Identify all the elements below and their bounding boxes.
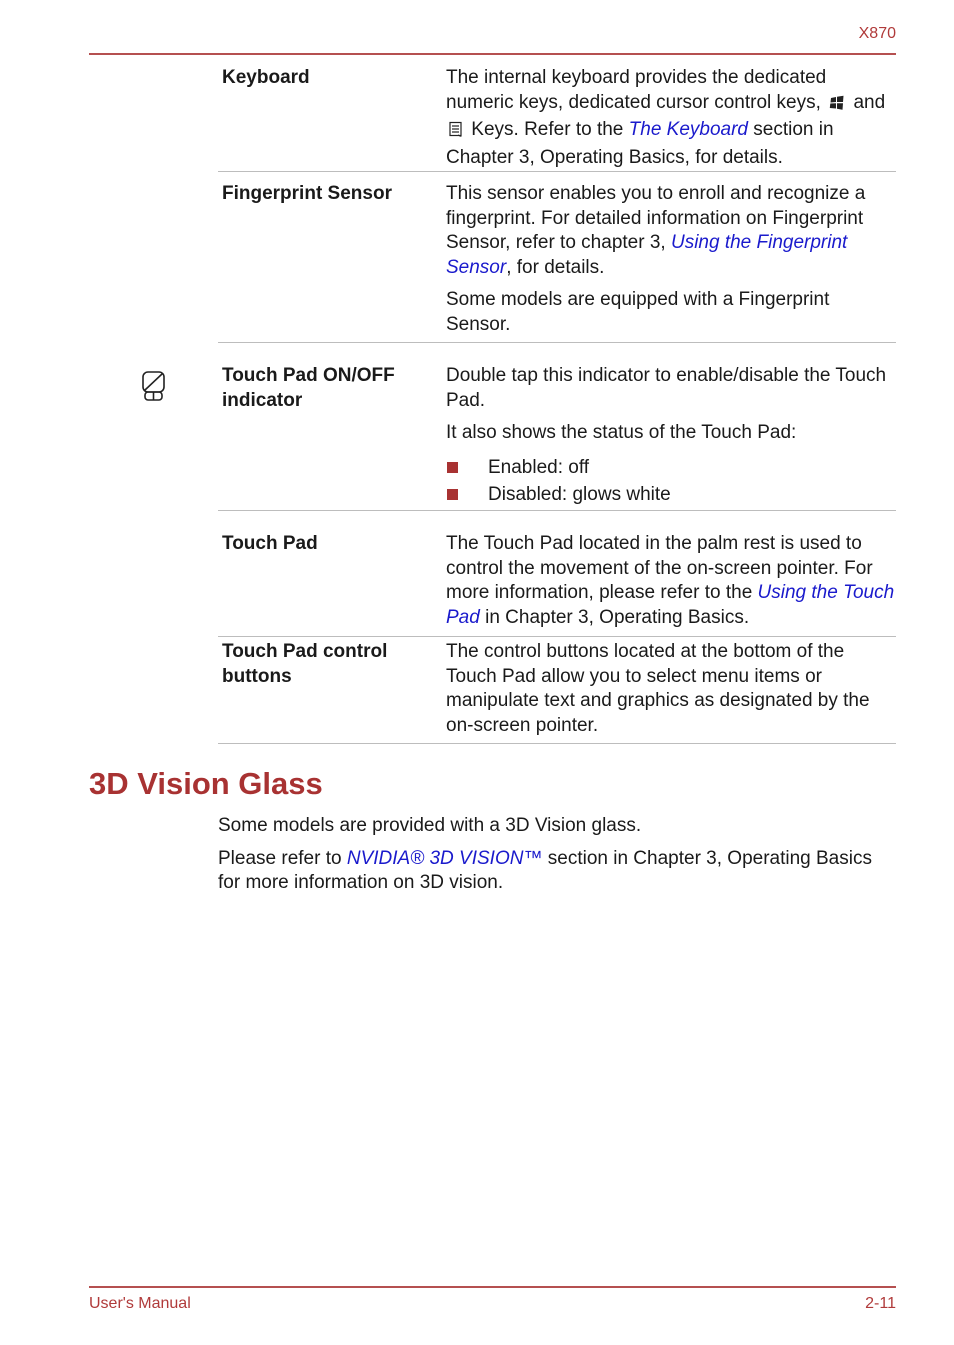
desc-fingerprint-sensor: This sensor enables you to enroll and recognize a fingerprint. For detailed information on Fingerprint Sensor, refer to chapter 3, Using the Fingerprint Sensor, for details. Some models are equipped with a Fingerprint Sensor. bbox=[446, 182, 896, 337]
touchpad-indicator-p2: It also shows the status of the Touch Pad: bbox=[446, 422, 797, 443]
link-nvidia-3d-vision[interactable]: NVIDIA® 3D VISION™ bbox=[346, 847, 543, 869]
status-list bbox=[446, 454, 896, 508]
touchpad-indicator-icon bbox=[140, 370, 168, 407]
list-item: Enabled: off bbox=[446, 454, 896, 481]
link-the-keyboard[interactable]: The Keyboard bbox=[628, 119, 748, 140]
term-touchpad-buttons: Touch Pad control buttons bbox=[222, 641, 388, 687]
table-row-touchpad-indicator bbox=[218, 364, 896, 511]
list-item: Disabled: glows white bbox=[446, 481, 896, 508]
fingerprint-note: Some models are equipped with a Fingerprint Sensor. bbox=[446, 289, 830, 335]
link-using-the-touch-pad[interactable]: Using the Touch Pad bbox=[446, 582, 895, 628]
footer-rule bbox=[89, 1286, 896, 1288]
term-keyboard: Keyboard bbox=[222, 67, 310, 88]
header-model: X870 bbox=[858, 25, 896, 42]
header-rule bbox=[89, 53, 896, 55]
table-row-touchpad-buttons bbox=[218, 640, 896, 744]
term-touchpad: Touch Pad bbox=[222, 533, 318, 554]
desc-keyboard: The internal keyboard provides the dedicated numeric keys, dedicated cursor control keys, and Keys. Refer to the The Keyboard section in Chapter 3, Operating Basics, for details. bbox=[446, 67, 886, 168]
term-touchpad-indicator: Touch Pad ON/OFF indicator bbox=[222, 365, 395, 411]
application-key-icon bbox=[448, 121, 464, 146]
bullet-square-icon bbox=[447, 489, 458, 500]
link-using-the-fingerprint-sensor[interactable]: Using the Fingerprint Sensor bbox=[446, 232, 848, 278]
desc-touchpad: The Touch Pad located in the palm rest is used to control the movement of the on-screen pointer. For more information, please refer to the Using the Touch Pad in Chapter 3, Operating Basics. bbox=[446, 533, 895, 628]
table-row-keyboard bbox=[218, 66, 896, 172]
term-fingerprint-sensor: Fingerprint Sensor bbox=[222, 183, 392, 204]
windows-key-icon bbox=[828, 94, 846, 119]
desc-touchpad-buttons: The control buttons located at the bottom of the Touch Pad allow you to select menu items or manipulate text and graphics as designated by the on-screen pointer. bbox=[446, 641, 870, 736]
table-row-touchpad bbox=[218, 532, 896, 637]
section-paragraph-2: Please refer to NVIDIA® 3D VISION™ section in Chapter 3, Operating Basics for more information on 3D vision. bbox=[218, 847, 872, 893]
bullet-square-icon bbox=[447, 462, 458, 473]
section-title: 3D Vision Glass bbox=[89, 766, 323, 801]
table-row-fingerprint-sensor bbox=[218, 182, 896, 343]
footer-manual-title: User's Manual bbox=[89, 1295, 191, 1312]
page-number: 2-11 bbox=[865, 1295, 896, 1312]
touchpad-indicator-p1: Double tap this indicator to enable/disable the Touch Pad. bbox=[446, 365, 887, 411]
section-paragraph-1: Some models are provided with a 3D Vision glass. bbox=[218, 815, 642, 836]
section-body bbox=[218, 814, 898, 896]
desc-touchpad-indicator bbox=[446, 364, 896, 508]
